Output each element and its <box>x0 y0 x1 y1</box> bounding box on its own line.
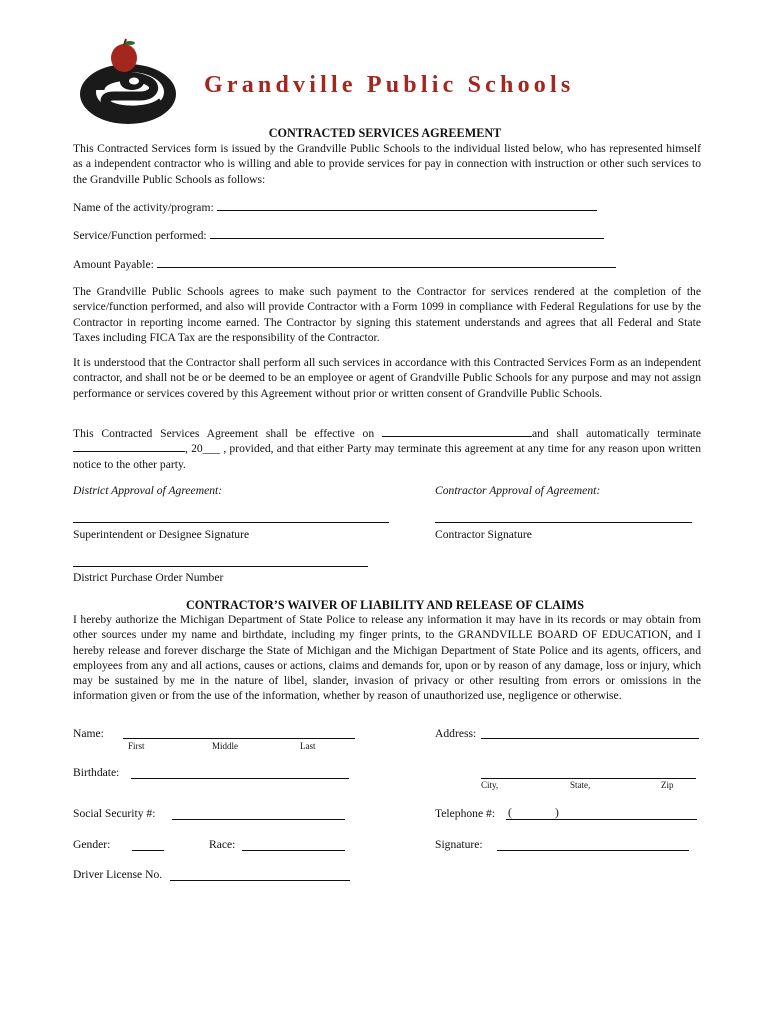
zip-caption: Zip <box>661 780 674 790</box>
effective-text-3: , 20___ , provided, and that either Party may terminate this agreement at any time for any reason upon written notice to the other party. <box>73 442 701 471</box>
amount-label: Amount Payable: <box>73 258 154 271</box>
gender-label: Gender: <box>73 838 111 851</box>
last-name-caption: Last <box>300 741 316 751</box>
po-number-label: District Purchase Order Number <box>73 571 224 584</box>
state-caption: State, <box>570 780 591 790</box>
effective-paragraph <box>73 426 701 472</box>
middle-name-caption: Middle <box>212 741 238 751</box>
service-label: Service/Function performed: <box>73 229 207 242</box>
name-input[interactable] <box>123 738 355 739</box>
address-input[interactable] <box>481 738 699 739</box>
school-logo <box>74 38 192 126</box>
form-title: CONTRACTED SERVICES AGREEMENT <box>268 126 502 140</box>
superintendent-signature-line[interactable] <box>73 522 389 523</box>
school-name: Grandville Public Schools <box>204 72 575 98</box>
license-label: Driver License No. <box>73 868 163 881</box>
activity-input[interactable] <box>217 210 597 211</box>
superintendent-signature-label: Superintendent or Designee Signature <box>73 528 250 541</box>
ssn-input[interactable] <box>172 819 345 820</box>
ssn-label: Social Security #: <box>73 807 156 820</box>
effective-text-1: This Contracted Services Agreement shall be effective on <box>73 427 375 440</box>
license-input[interactable] <box>170 880 350 881</box>
amount-field <box>73 258 616 271</box>
payment-paragraph: The Grandville Public Schools agrees to make such payment to the Contractor for services rendered at the completion of the service/function performed, and also will provide Contractor with a Form 1099 in compliance with Federal Regulations for use by the Contractor in reporting income earned. The Contractor by signing this statement understands and agrees that all Federal and State Taxes including FICA Tax are the responsibility of the Contractor. <box>73 285 701 344</box>
activity-label: Name of the activity/program: <box>73 201 214 214</box>
waiver-title: CONTRACTOR’S WAIVER OF LIABILITY AND RELEASE OF CLAIMS <box>185 598 585 612</box>
telephone-paren-open: ( <box>508 806 512 819</box>
address-label: Address: <box>435 727 477 740</box>
po-number-line[interactable] <box>73 566 368 567</box>
effective-date-input[interactable] <box>382 436 532 437</box>
district-approval-heading: District Approval of Agreement: <box>73 484 223 497</box>
intro-paragraph: This Contracted Services form is issued by the Grandville Public Schools to the individual listed below, who has represented himself as a independent contractor who is willing and able to provide services for pay in connection with instruction or other such services to the Grandville Public Schools as follows: <box>73 142 701 186</box>
contractor-signature-line[interactable] <box>435 522 692 523</box>
waiver-paragraph: I hereby authorize the Michigan Department of State Police to release any information it may have in its records or may obtain from other sources under my name and birthdate, including my finger prints, to the GRANDVILLE BOARD OF EDUCATION, and I hereby release and forever discharge the State of Michigan and the Michigan Department of State Police and its agents, officers, and employees from any and all actions, causes or actions, claims and demands for, upon or by reason of any damage, loss or injury, which may be sustained by me in the nature of libel, slander, invasion of privacy or other resulting from errors or omissions in the information given or from the use of the information, whether by reason of unauthorized use, negligence or otherwise. <box>73 613 701 703</box>
race-label: Race: <box>209 838 236 851</box>
signature-label: Signature: <box>435 838 483 851</box>
first-name-caption: First <box>128 741 145 751</box>
city-caption: City, <box>481 780 499 790</box>
activity-field <box>73 201 597 214</box>
service-field <box>73 229 604 242</box>
signature-input[interactable] <box>497 850 689 851</box>
gender-input[interactable] <box>132 850 164 851</box>
effective-text-2: and shall automatically terminate <box>531 427 701 440</box>
birthdate-input[interactable] <box>131 778 349 779</box>
contractor-approval-heading: Contractor Approval of Agreement: <box>435 484 601 497</box>
race-input[interactable] <box>242 850 345 851</box>
name-label: Name: <box>73 727 104 740</box>
telephone-input[interactable] <box>506 819 697 820</box>
birthdate-label: Birthdate: <box>73 766 120 779</box>
contractor-signature-label: Contractor Signature <box>435 528 532 541</box>
independent-paragraph: It is understood that the Contractor shall perform all such services in accordance with this Contracted Services Form as an independent contractor, and shall not be or be deemed to be an employee or agent of Grandville Public Schools for any purpose and may not assign performance or services covered by this Agreement without prior or written consent of Grandville Public Schools. <box>73 356 701 400</box>
amount-input[interactable] <box>157 267 616 268</box>
service-input[interactable] <box>210 238 604 239</box>
city-state-zip-input[interactable] <box>481 778 696 779</box>
telephone-label: Telephone #: <box>435 807 496 820</box>
termination-date-input[interactable] <box>73 451 185 452</box>
telephone-paren-close: ) <box>555 806 559 819</box>
